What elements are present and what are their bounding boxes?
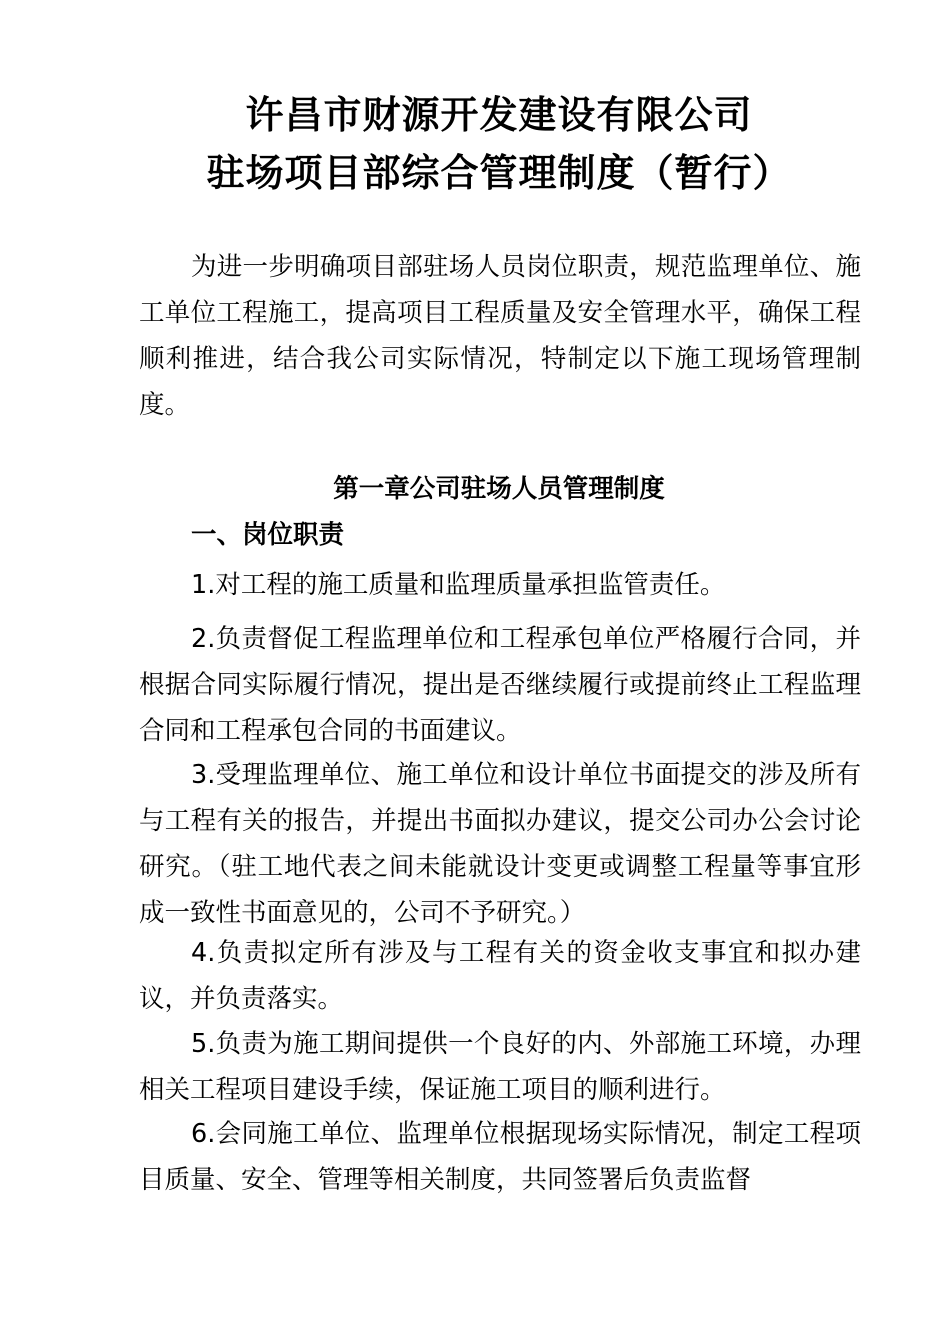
document-title-line2: 驻场项目部综合管理制度（暂行） (206, 151, 792, 195)
duty-item-4: 4.负责拟定所有涉及与工程有关的资金收支事宜和拟办建议，并负责落实。 (139, 938, 861, 1014)
duty-item-6: 6.会同施工单位、监理单位根据现场实际情况，制定工程项目质量、安全、管理等相关制度，共同签署后负责监督 (139, 1119, 861, 1195)
document-title-line1: 许昌市财源开发建设有限公司 (245, 93, 753, 137)
section-heading: 一、岗位职责 (191, 520, 345, 550)
duty-item-2: 2.负责督促工程监理单位和工程承包单位严格履行合同，并根据合同实际履行情况，提出是否继续履行或提前终止工程监理合同和工程承包合同的书面建议。 (139, 624, 861, 746)
chapter-heading: 第一章公司驻场人员管理制度 (333, 474, 665, 504)
intro-paragraph: 为进一步明确项目部驻场人员岗位职责，规范监理单位、施工单位工程施工，提高项目工程质量及安全管理水平，确保工程顺利推进，结合我公司实际情况，特制定以下施工现场管理制度。 (139, 252, 861, 420)
document-page (139, 0, 859, 1344)
duty-item-3: 3.受理监理单位、施工单位和设计单位书面提交的涉及所有与工程有关的报告，并提出书面拟办建议，提交公司办公会讨论研究。（驻工地代表之间未能就设计变更或调整工程量等事宜形成一致性书面意见的，公司不予研究。） (139, 760, 861, 928)
duty-item-1: 1.对工程的施工质量和监理质量承担监管责任。 (191, 570, 726, 600)
duty-item-5: 5.负责为施工期间提供一个良好的内、外部施工环境，办理相关工程项目建设手续，保证施工项目的顺利进行。 (139, 1029, 861, 1105)
